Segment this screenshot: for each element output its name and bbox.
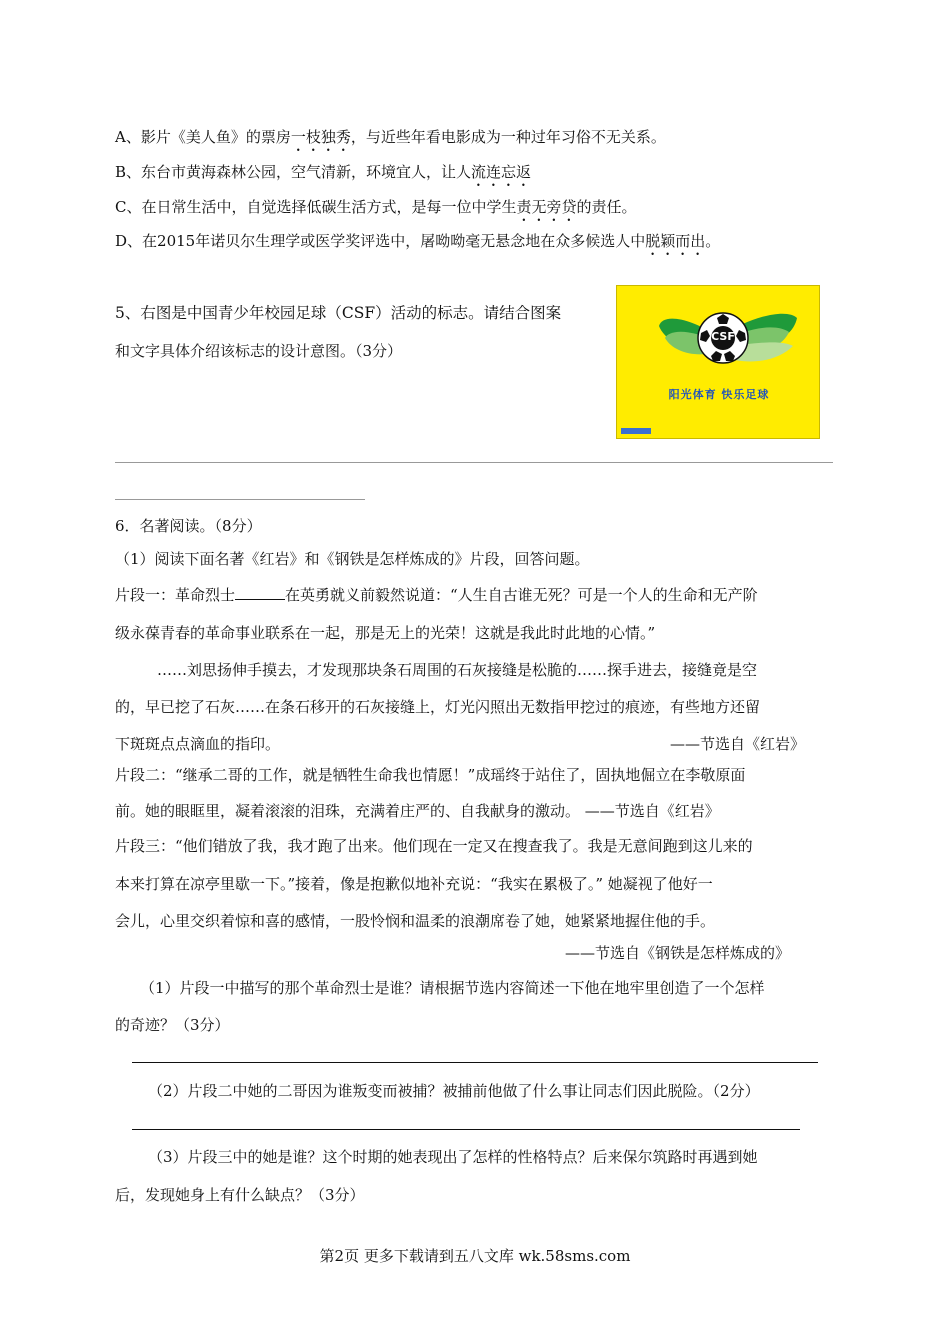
answer-line-q5-a[interactable]	[115, 462, 833, 463]
fragment2-line1: 片段二：“继承二哥的工作，就是牺牲生命我也情愿！”成瑶终于站住了，固执地倔立在李敬原面	[115, 766, 746, 784]
option-c-pre: C、在日常生活中，自觉选择低碳生活方式，是每一位中学生	[115, 198, 517, 216]
fragment3-line3: 会儿，心里交织着惊和喜的感情，一股怜悯和温柔的浪潮席卷了她，她紧紧地握住他的手。	[115, 912, 716, 930]
option-d	[115, 231, 720, 259]
option-a-emphasis: 一枝独秀	[290, 128, 351, 146]
fragment1-line4: 的，早已挖了石灰……在条石移开的石灰接缝上，灯光闪照出无数指甲挖过的痕迹，有些地方还留	[115, 698, 761, 716]
option-b	[115, 162, 531, 190]
option-c	[115, 197, 637, 225]
option-d-post: 。	[705, 232, 721, 250]
option-a	[115, 127, 666, 155]
option-c-emphasis: 责无旁贷	[516, 198, 577, 216]
answer-line-q5-b[interactable]	[115, 499, 365, 500]
fragment1-source: ——节选自《红岩》	[670, 735, 806, 753]
logo-slogan: 阳光体育 快乐足球	[668, 388, 770, 401]
fragment1-line5: 下斑斑点点滴血的指印。	[115, 735, 281, 753]
csf-logo-image	[616, 285, 820, 439]
fragment1-line2: 级永葆青春的革命事业联系在一起，那是无上的光荣！这就是我此时此地的心情。”	[115, 624, 656, 642]
fragment1-line1-post: 在英勇就义前毅然说道：“人生自古谁无死？可是一个人的生命和无产阶	[285, 586, 758, 604]
subquestion3-line1: （3）片段三中的她是谁？这个时期的她表现出了怎样的性格特点？后来保尔筑路时再遇到她	[148, 1148, 758, 1166]
fill-in-blank[interactable]	[235, 585, 285, 600]
fragment3-source: ——节选自《钢铁是怎样炼成的》	[565, 944, 791, 962]
question6-intro: （1）阅读下面名著《红岩》和《钢铁是怎样炼成的》片段，回答问题。	[115, 550, 590, 568]
fragment1-line3: ……刘思扬伸手摸去，才发现那块条石周围的石灰接缝是松脆的……探手进去，接缝竟是空	[157, 661, 758, 679]
question5-line1: 5、右图是中国青少年校园足球（CSF）活动的标志。请结合图案	[115, 304, 562, 322]
fragment1-line1-pre: 片段一：革命烈士	[115, 586, 236, 604]
logo-watermark-strip	[621, 428, 817, 435]
fragment3-line2: 本来打算在凉亭里歇一下。”接着，像是抱歉似地补充说：“我实在累极了。” 她凝视了他好一	[115, 875, 713, 893]
question6-title: 6．名著阅读。（8分）	[115, 517, 262, 535]
option-c-post: 的责任。	[576, 198, 637, 216]
option-d-emphasis: 脱颖而出	[645, 232, 706, 250]
fragment3-line1: 片段三：“他们错放了我，我才跑了出来。他们现在一定又在搜查我了。我是无意间跑到这儿来的	[115, 837, 753, 855]
answer-line-sub1[interactable]	[132, 1062, 818, 1063]
option-d-pre: D、在2015年诺贝尔生理学或医学奖评选中，屠呦呦毫无悬念地在众多候选人中	[115, 232, 646, 250]
subquestion3-line2: 后，发现她身上有什么缺点？（3分）	[115, 1186, 365, 1204]
subquestion1-line1: （1）片段一中描写的那个革命烈士是谁？请根据节选内容简述一下他在地牢里创造了一个怎样	[140, 979, 765, 997]
answer-line-sub2[interactable]	[132, 1129, 800, 1130]
page-footer: 第2页 更多下载请到五八文库 wk.58sms.com	[319, 1247, 631, 1265]
subquestion2: （2）片段二中她的二哥因为谁叛变而被捕？被捕前他做了什么事让同志们因此脱险。（2分）	[148, 1082, 760, 1100]
subquestion1-line2: 的奇迹？（3分）	[115, 1016, 230, 1034]
option-a-post: ，与近些年看电影成为一种过年习俗不无关系。	[350, 128, 666, 146]
option-b-emphasis: 流连忘返	[471, 163, 532, 181]
fragment1-line1	[115, 585, 758, 605]
option-b-pre: B、东台市黄海森林公园，空气清新，环境宜人，让人	[115, 163, 472, 181]
option-a-pre: A、影片《美人鱼》的票房	[115, 128, 291, 146]
question5-line2: 和文字具体介绍该标志的设计意图。（3分）	[115, 342, 403, 360]
fragment2-line2: 前。她的眼眶里，凝着滚滚的泪珠，充满着庄严的、自我献身的激动。 ——节选自《红岩》	[115, 802, 720, 820]
logo-ball-text: CSF	[711, 330, 735, 343]
